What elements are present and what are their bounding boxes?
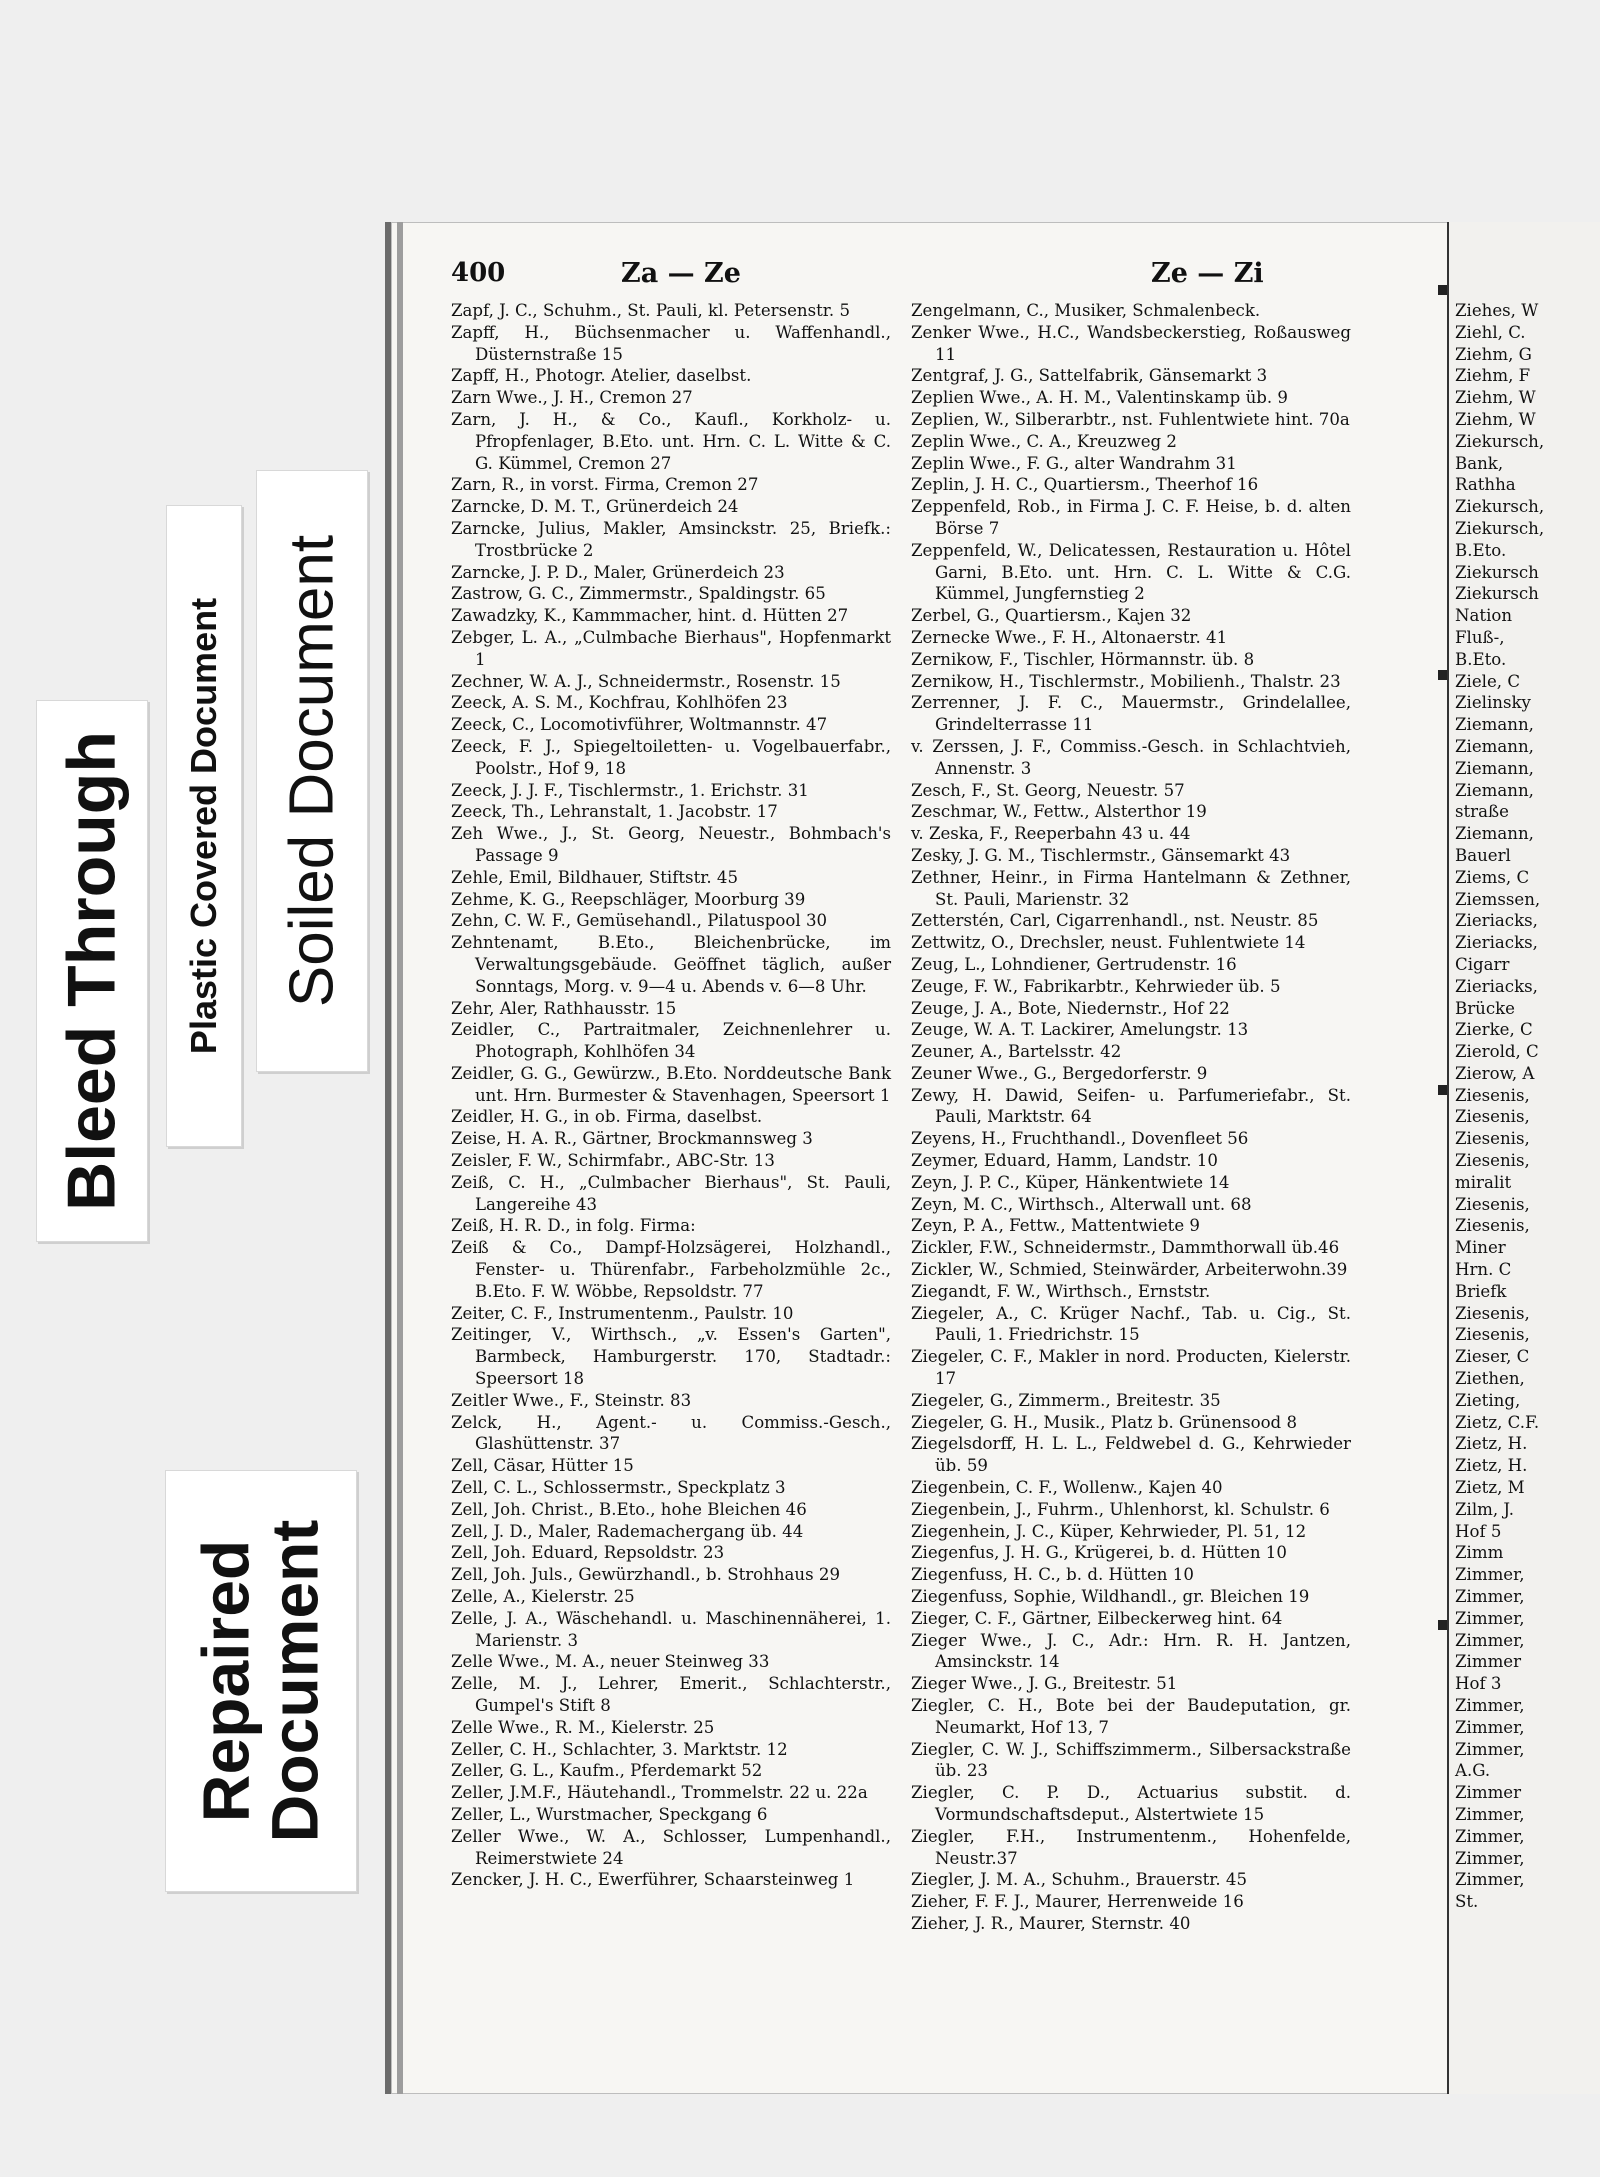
next-page-fragment: Ziekursch,	[1455, 431, 1545, 451]
directory-entry: Zeidler, H. G., in ob. Firma, daselbst.	[451, 1107, 763, 1127]
next-page-fragment: Zimmer,	[1455, 1739, 1525, 1759]
next-page-fragment: Zimmer	[1455, 1652, 1522, 1672]
next-page-fragment: Briefk	[1455, 1281, 1507, 1301]
directory-entry: Zeidler, C., Partraitmaler, Zeichnenlehrer u. Photograph, Kohlhöfen 34	[451, 1020, 891, 1062]
next-page-fragment: B.Eto.	[1455, 540, 1507, 560]
directory-entry: Zeppenfeld, Rob., in Firma J. C. F. Heise, b. d. alten Börse 7	[911, 497, 1351, 538]
next-page-fragment: Zimmer,	[1455, 1848, 1525, 1868]
header-left-range: Za — Ze	[621, 258, 741, 289]
directory-entry: Zeise, H. A. R., Gärtner, Brockmannsweg 3	[451, 1129, 813, 1149]
label-tag-soiled	[256, 470, 368, 1072]
directory-entry: v. Zeska, F., Reeperbahn 43 u. 44	[911, 824, 1191, 844]
directory-entry: Ziegler, J. M. A., Schuhm., Brauerstr. 45	[911, 1870, 1248, 1890]
directory-entry: Zechner, W. A. J., Schneidermstr., Rosenstr. 15	[451, 671, 841, 691]
next-page-fragment: Fluß-,	[1455, 627, 1505, 647]
next-page-fragment: Zietz, H.	[1455, 1456, 1528, 1476]
next-page-fragment: Zimmer	[1455, 1783, 1522, 1803]
directory-entry: Zeiß, C. H., „Culmbacher Bierhaus", St. Pauli, Langereihe 43	[451, 1172, 891, 1214]
page-header	[451, 258, 1441, 298]
directory-entry: Zieger Wwe., J. C., Adr.: Hrn. R. H. Jantzen, Amsinckstr. 14	[911, 1630, 1351, 1672]
directory-entry: Zarncke, Julius, Makler, Amsinckstr. 25, Briefk.: Trostbrücke 2	[451, 518, 891, 560]
directory-entry: Zell, Joh. Eduard, Repsoldstr. 23	[451, 1543, 725, 1563]
directory-entry: Zarncke, J. P. D., Maler, Grünerdeich 23	[451, 562, 785, 582]
directory-entry: Zarncke, D. M. T., Grünerdeich 24	[451, 497, 739, 517]
directory-entry: Zeiter, C. F., Instrumentenm., Paulstr. 10	[451, 1303, 794, 1323]
next-page-fragment: St.	[1455, 1892, 1479, 1912]
directory-entry: Zell, Cäsar, Hütter 15	[451, 1456, 634, 1476]
directory-entry: Zieger, C. F., Gärtner, Eilbeckerweg hint. 64	[911, 1608, 1283, 1628]
next-page-fragment: Ziesenis,	[1455, 1129, 1530, 1149]
next-page-fragment: Zieting,	[1455, 1390, 1521, 1410]
directory-entry: Zieher, J. R., Maurer, Sternstr. 40	[911, 1913, 1191, 1933]
label-tag-repaired	[165, 1470, 357, 1892]
next-page-fragment: Ziekursch	[1455, 562, 1539, 582]
directory-entry: Zell, C. L., Schlossermstr., Speckplatz 3	[451, 1478, 786, 1498]
next-page-fragment: Bank,	[1455, 453, 1504, 473]
next-page-fragment: Ziems, C	[1455, 867, 1530, 887]
directory-entry: Zesky, J. G. M., Tischlermstr., Gänsemarkt 43	[911, 845, 1291, 865]
next-page-fragment: Zimmer,	[1455, 1608, 1525, 1628]
directory-entry: Ziegler, C. P. D., Actuarius substit. d. Vormundschaftsdeput., Alstertwiete 15	[911, 1783, 1351, 1824]
directory-entry: Zeplin, J. H. C., Quartiersm., Theerhof 16	[911, 475, 1259, 495]
directory-entry: Zeyens, H., Fruchthandl., Dovenfleet 56	[911, 1129, 1249, 1149]
directory-entry: Ziegeler, C. F., Makler in nord. Producten, Kielerstr. 17	[911, 1347, 1351, 1389]
next-page-fragment: Miner	[1455, 1238, 1506, 1258]
next-page-fragment: Ziele, C	[1455, 671, 1521, 691]
next-page-fragment: Hof 5	[1455, 1521, 1502, 1541]
directory-entry: Zeeck, J. J. F., Tischlermstr., 1. Erichstr. 31	[451, 780, 809, 800]
next-page-fragment: Ziehm, W	[1455, 388, 1536, 408]
next-page-fragment: Ziemann,	[1455, 824, 1534, 844]
directory-entry: Ziegelsdorff, H. L. L., Feldwebel d. G., Kehrwieder üb. 59	[911, 1434, 1351, 1476]
label-plastic-covered-text: Plastic Covered Document	[183, 597, 225, 1055]
directory-entry: Zeisler, F. W., Schirmfabr., ABC-Str. 13	[451, 1151, 775, 1171]
next-page-fragment: Hof 3	[1455, 1674, 1502, 1694]
directory-entry: Zeyn, J. P. C., Küper, Hänkentwiete 14	[911, 1172, 1230, 1192]
next-page-fragment: Rathha	[1455, 475, 1516, 495]
next-page-fragment: Zietz, H.	[1455, 1434, 1528, 1454]
next-page-fragment: Zimmer,	[1455, 1804, 1525, 1824]
directory-entry: Ziegenhein, J. C., Küper, Kehrwieder, Pl. 51, 12	[911, 1521, 1307, 1541]
directory-entry: Zeidler, G. G., Gewürzw., B.Eto. Norddeutsche Bank unt. Hrn. Burmester & Stavenhagen, Speersort 1	[451, 1063, 891, 1105]
directory-entry: Zernecke Wwe., F. H., Altonaerstr. 41	[911, 627, 1228, 647]
directory-entry: Zeeck, C., Locomotivführer, Woltmannstr. 47	[451, 715, 828, 735]
directory-entry: Zeiß, H. R. D., in folg. Firma:	[451, 1216, 696, 1236]
next-page-fragment: Zimmer,	[1455, 1696, 1525, 1715]
label-tag-plastic-covered	[166, 505, 242, 1147]
directory-entry: Zeeck, F. J., Spiegeltoiletten- u. Vogelbauerfabr., Poolstr., Hof 9, 18	[451, 736, 891, 778]
directory-entry: Zengelmann, C., Musiker, Schmalenbeck.	[911, 301, 1261, 320]
directory-entry: v. Zerssen, J. F., Commiss.-Gesch. in Schlachtvieh, Annenstr. 3	[911, 736, 1351, 778]
directory-entry: Zernikow, F., Tischler, Hörmannstr. üb. 8	[911, 649, 1255, 669]
directory-entry: Ziegler, F.H., Instrumentenm., Hohenfelde, Neustr.37	[911, 1826, 1351, 1868]
left-column	[451, 300, 891, 1891]
directory-entry: Zethner, Heinr., in Firma Hantelmann & Zethner, St. Pauli, Marienstr. 32	[911, 867, 1351, 909]
directory-entry: Zeyn, P. A., Fettw., Mattentwiete 9	[911, 1216, 1200, 1236]
next-page-fragment: Zieriacks,	[1455, 911, 1538, 931]
directory-entry: Ziegandt, F. W., Wirthsch., Ernststr.	[911, 1281, 1211, 1301]
directory-entry: Zell, Joh. Christ., B.Eto., hohe Bleichen 46	[451, 1499, 807, 1519]
next-page-fragment: Ziesenis,	[1455, 1303, 1530, 1323]
next-page-fragment: Zietz, M	[1455, 1478, 1525, 1498]
directory-entry: Ziegeler, A., C. Krüger Nachf., Tab. u. Cig., St. Pauli, 1. Friedrichstr. 15	[911, 1303, 1351, 1345]
directory-entry: Zeitinger, V., Wirthsch., „v. Essen's Garten", Barmbeck, Hamburgerstr. 170, Stadtadr.: Speersort 18	[451, 1325, 891, 1389]
directory-entry: Zehle, Emil, Bildhauer, Stiftstr. 45	[451, 867, 739, 887]
directory-entry: Zeplien, W., Silberarbtr., nst. Fuhlentwiete hint. 70a	[911, 409, 1350, 429]
next-page-fragment: Ziehes, W	[1455, 301, 1539, 320]
label-repaired-line2: Document	[258, 1519, 332, 1843]
next-page-fragment: A.G.	[1455, 1761, 1491, 1781]
directory-entry: Zeuge, F. W., Fabrikarbtr., Kehrwieder üb. 5	[911, 976, 1281, 996]
next-page-fragment: Zimmer,	[1455, 1826, 1525, 1846]
next-page-fragment: Ziemann,	[1455, 736, 1534, 756]
directory-entry: Zickler, F.W., Schneidermstr., Dammthorwall üb.46	[911, 1238, 1340, 1258]
directory-entry: Zetterstén, Carl, Cigarrenhandl., nst. Neustr. 85	[911, 911, 1319, 931]
next-page-fragment: Bauerl	[1455, 845, 1511, 865]
directory-entry: Zeug, L., Lohndiener, Gertrudenstr. 16	[911, 954, 1237, 974]
next-page-fragment: Ziehm, F	[1455, 366, 1531, 386]
next-page-fragment: B.Eto.	[1455, 649, 1507, 669]
directory-entry: Zieher, F. F. J., Maurer, Herrenweide 16	[911, 1892, 1244, 1912]
directory-entry: Ziegenbein, C. F., Wollenw., Kajen 40	[911, 1478, 1223, 1498]
next-page-fragment: Zielinsky	[1455, 693, 1531, 713]
directory-entry: Zieger Wwe., J. G., Breitestr. 51	[911, 1674, 1178, 1694]
directory-entry: Zehr, Aler, Rathhausstr. 15	[451, 998, 677, 1018]
next-page-fragment: Zierold, C	[1455, 1042, 1539, 1062]
next-page-fragment: Ziemann,	[1455, 780, 1534, 800]
next-page-fragment: Ziesenis,	[1455, 1216, 1530, 1236]
next-page-fragment: Ziethen,	[1455, 1369, 1525, 1389]
directory-entry: Zencker, J. H. C., Ewerführer, Schaarsteinweg 1	[451, 1870, 855, 1890]
next-page-fragment: Ziekursch,	[1455, 518, 1545, 538]
directory-entry: Ziegeler, G., Zimmerm., Breitestr. 35	[911, 1390, 1221, 1410]
next-page-fragment: miralit	[1455, 1172, 1512, 1192]
directory-entry: Zeymer, Eduard, Hamm, Landstr. 10	[911, 1151, 1218, 1171]
directory-entry: Zeitler Wwe., F., Steinstr. 83	[451, 1390, 692, 1410]
directory-entry: Zeplin Wwe., C. A., Kreuzweg 2	[911, 431, 1177, 451]
directory-entry: Zelle, J. A., Wäschehandl. u. Maschinennäherei, 1. Marienstr. 3	[451, 1608, 891, 1650]
label-repaired-line1: Repaired	[188, 1539, 263, 1823]
next-page-fragment: Zimm	[1455, 1543, 1504, 1563]
directory-entry: Zeuge, W. A. T. Lackirer, Amelungstr. 13	[911, 1020, 1249, 1040]
next-page-fragment: Hrn. C	[1455, 1260, 1512, 1280]
directory-entry: Zell, J. D., Maler, Rademachergang üb. 44	[451, 1521, 804, 1541]
next-page-fragment: Ziesenis,	[1455, 1194, 1530, 1214]
next-page-fragment: Zierow, A	[1455, 1063, 1535, 1083]
directory-entry: Zeh Wwe., J., St. Georg, Neuestr., Bohmbach's Passage 9	[451, 824, 891, 865]
directory-entry: Zentgraf, J. G., Sattelfabrik, Gänsemarkt 3	[911, 366, 1268, 386]
next-page-fragment: Ziesenis,	[1455, 1107, 1530, 1127]
directory-entry: Zarn Wwe., J. H., Cremon 27	[451, 388, 693, 408]
directory-entry: Zeeck, A. S. M., Kochfrau, Kohlhöfen 23	[451, 693, 788, 713]
right-column	[911, 300, 1351, 1935]
directory-entry: Zapff, H., Photogr. Atelier, daselbst.	[451, 366, 752, 386]
directory-entry: Zawadzky, K., Kammmacher, hint. d. Hütten 27	[451, 606, 849, 626]
directory-entry: Zapf, J. C., Schuhm., St. Pauli, kl. Petersenstr. 5	[451, 301, 851, 320]
next-page-fragment: Ziemssen,	[1455, 889, 1541, 909]
next-page-edge	[1447, 222, 1600, 2094]
directory-entry: Zehn, C. W. F., Gemüsehandl., Pilatuspool 30	[451, 911, 828, 931]
next-page-fragment: straße	[1455, 802, 1509, 822]
next-page-fragment: Ziesenis,	[1455, 1325, 1530, 1345]
directory-entry: Zettwitz, O., Drechsler, neust. Fuhlentwiete 14	[911, 933, 1306, 953]
directory-entry: Zerrenner, J. F. C., Mauermstr., Grindelallee, Grindelterrasse 11	[911, 693, 1351, 735]
directory-entry: Zeller, L., Wurstmacher, Speckgang 6	[451, 1804, 768, 1824]
directory-page	[385, 222, 1454, 2094]
directory-entry: Zewy, H. Dawid, Seifen- u. Parfumeriefabr., St. Pauli, Marktstr. 64	[911, 1085, 1351, 1127]
directory-entry: Ziegenbein, J., Fuhrm., Uhlenhorst, kl. Schulstr. 6	[911, 1499, 1330, 1519]
next-page-fragments	[1449, 300, 1544, 1913]
header-right-range: Ze — Zi	[1151, 258, 1264, 289]
directory-entry: Zernikow, H., Tischlermstr., Mobilienh., Thalstr. 23	[911, 671, 1341, 691]
directory-entry: Zeplien Wwe., A. H. M., Valentinskamp üb. 9	[911, 388, 1288, 408]
page-number: 400	[451, 258, 506, 288]
next-page-fragment: Brücke	[1455, 998, 1515, 1018]
next-page-fragment: Zierke, C	[1455, 1020, 1533, 1040]
next-page-fragment: Ziemann,	[1455, 715, 1534, 735]
next-page-fragment: Zimmer,	[1455, 1717, 1525, 1737]
directory-entry: Zenker Wwe., H.C., Wandsbeckerstieg, Roßausweg 11	[911, 322, 1351, 364]
directory-entry: Ziegenfuss, Sophie, Wildhandl., gr. Bleichen 19	[911, 1587, 1310, 1607]
next-page-fragment: Ziehm, G	[1455, 344, 1532, 364]
next-page-fragment: Nation	[1455, 606, 1513, 626]
directory-entry: Zeiß & Co., Dampf-Holzsägerei, Holzhandl., Fenster- u. Thürenfabr., Farbeholzmühle 2c., B.Eto. F. W. Wöbbe, Repsoldstr. 77	[451, 1238, 891, 1301]
directory-entry: Zeuge, J. A., Bote, Niedernstr., Hof 22	[911, 998, 1230, 1018]
directory-entry: Zeller, J.M.F., Häutehandl., Trommelstr. 22 u. 22a	[451, 1783, 868, 1803]
directory-entry: Zeuner, A., Bartelsstr. 42	[911, 1042, 1122, 1062]
directory-entry: Zeller, G. L., Kaufm., Pferdemarkt 52	[451, 1761, 763, 1781]
next-page-fragment: Cigarr	[1455, 954, 1510, 974]
directory-entry: Zickler, W., Schmied, Steinwärder, Arbeiterwohn.39	[911, 1260, 1348, 1280]
next-page-fragment: Zieriacks,	[1455, 976, 1538, 996]
next-page-fragment: Zietz, C.F.	[1455, 1412, 1540, 1432]
label-repaired-text	[188, 1519, 332, 1843]
directory-entry: Ziegenfus, J. H. G., Krügerei, b. d. Hütten 10	[911, 1543, 1287, 1563]
directory-entry: Zeschmar, W., Fettw., Alsterthor 19	[911, 802, 1207, 822]
directory-entry: Zehme, K. G., Reepschläger, Moorburg 39	[451, 889, 806, 909]
directory-entry: Zerbel, G., Quartiersm., Kajen 32	[911, 606, 1192, 626]
directory-entry: Zell, Joh. Juls., Gewürzhandl., b. Strohhaus 29	[451, 1565, 841, 1585]
directory-entry: Zelck, H., Agent.- u. Commiss.-Gesch., Glashüttenstr. 37	[451, 1412, 891, 1454]
next-page-fragment: Zieriacks,	[1455, 933, 1538, 953]
directory-entry: Zelle Wwe., R. M., Kielerstr. 25	[451, 1717, 715, 1737]
next-page-fragment: Zieser, C	[1455, 1347, 1530, 1367]
directory-entry: Zeller Wwe., W. A., Schlosser, Lumpenhandl., Reimerstwiete 24	[451, 1826, 891, 1868]
next-page-fragment: Ziehm, W	[1455, 409, 1536, 429]
label-bleed-through-text: Bleed Through	[53, 731, 130, 1211]
next-page-fragment: Ziesenis,	[1455, 1151, 1530, 1171]
directory-entry: Zeplin Wwe., F. G., alter Wandrahm 31	[911, 453, 1237, 473]
directory-entry: Zeppenfeld, W., Delicatessen, Restauration u. Hôtel Garni, B.Eto. unt. Hrn. C. L. Witte & C.G. Kümmel, Jungfernstieg 2	[911, 540, 1351, 604]
directory-entry: Ziegler, C. W. J., Schiffszimmerm., Silbersackstraße üb. 23	[911, 1739, 1351, 1781]
directory-entry: Zastrow, G. C., Zimmermstr., Spaldingstr. 65	[451, 584, 826, 604]
next-page-fragment: Ziekursch,	[1455, 497, 1545, 517]
next-page-fragment: Zimmer,	[1455, 1870, 1525, 1890]
next-page-fragment: Ziehl, C.	[1455, 322, 1526, 342]
directory-entry: Zarn, J. H., & Co., Kaufl., Korkholz- u. Pfropfenlager, B.Eto. unt. Hrn. C. L. Witte & C. G. Kümmel, Cremon 27	[451, 409, 891, 473]
directory-entry: Ziegenfuss, H. C., b. d. Hütten 10	[911, 1565, 1194, 1585]
next-page-fragment: Ziemann,	[1455, 758, 1534, 778]
directory-entry: Zarn, R., in vorst. Firma, Cremon 27	[451, 475, 759, 495]
label-soiled-text: Soiled Document	[277, 534, 347, 1008]
directory-entry: Zelle, A., Kielerstr. 25	[451, 1587, 635, 1607]
next-page-fragment: Zilm, J.	[1455, 1499, 1515, 1519]
directory-entry: Ziegeler, G. H., Musik., Platz b. Grünensood 8	[911, 1412, 1298, 1432]
next-page-fragment: Zimmer,	[1455, 1565, 1525, 1585]
next-page-fragment: Zimmer,	[1455, 1587, 1525, 1607]
directory-entry: Zeyn, M. C., Wirthsch., Alterwall unt. 68	[911, 1194, 1252, 1214]
directory-entry: Zesch, F., St. Georg, Neuestr. 57	[911, 780, 1185, 800]
directory-entry: Zeeck, Th., Lehranstalt, 1. Jacobstr. 17	[451, 802, 778, 822]
directory-entry: Zeuner Wwe., G., Bergedorferstr. 9	[911, 1063, 1208, 1083]
directory-entry: Zelle, M. J., Lehrer, Emerit., Schlachterstr., Gumpel's Stift 8	[451, 1674, 891, 1715]
directory-entry: Ziegler, C. H., Bote bei der Baudeputation, gr. Neumarkt, Hof 13, 7	[911, 1696, 1351, 1737]
directory-entry: Zebger, L. A., „Culmbache Bierhaus", Hopfenmarkt 1	[451, 627, 891, 669]
label-tag-bleed-through	[36, 700, 148, 1242]
next-page-fragment: Zimmer,	[1455, 1630, 1525, 1650]
directory-entry: Zeller, C. H., Schlachter, 3. Marktstr. 12	[451, 1739, 788, 1759]
directory-entry: Zelle Wwe., M. A., neuer Steinweg 33	[451, 1652, 770, 1672]
next-page-fragment: Ziesenis,	[1455, 1085, 1530, 1105]
directory-entry: Zehntenamt, B.Eto., Bleichenbrücke, im Verwaltungsgebäude. Geöffnet täglich, außer Sonntags, Morg. v. 9—4 u. Abends v. 6—8 Uhr.	[451, 933, 891, 996]
directory-entry: Zapff, H., Büchsenmacher u. Waffenhandl., Düsternstraße 15	[451, 322, 891, 364]
next-page-fragment: Ziekursch	[1455, 584, 1539, 604]
